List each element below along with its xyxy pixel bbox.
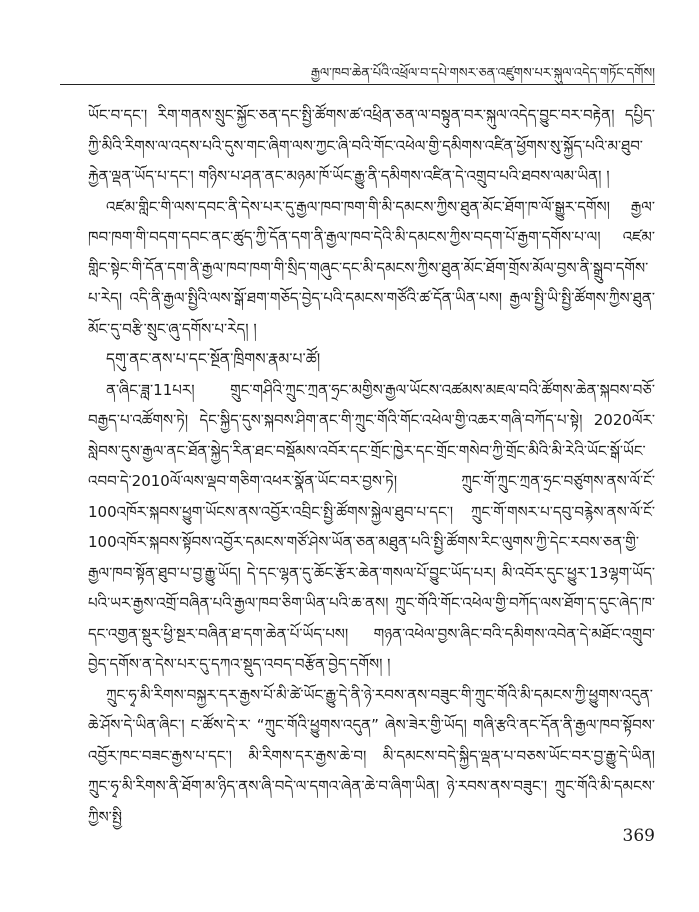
- paragraph-3: ན་ཞིང་ཟླ་11པར། གྲུང་གཤིའི་ཀྲུང་ཀྲན་ཧྲང་མགྱིས་རྒྱལ་ཡོངས་འཚམས་མཇལ་བའི་ཚོགས་ཆེན་སྐབས་བཅོ་བརྒྱད་པ་འཚོགས་ཏེ། དེང་སྐྱིད་དུས་སྐབས་ཤིག་ནང་གི་ཀྲུང་གོའི་གོང་འཕེལ་གྱི་འཆར་གཞི་བཀོད་པ་སྟེ། 2020ལོར་སླེབས་དུས་རྒྱལ་ནང་ཐོན་སྐྱེད་རིན་ཐང་བསྡོམས་འབོར་དང་གྲོང་ཁྱེར་དང་གྲོང་གསེབ་ཀྱི་གྲོང་མིའི་མི་རེའི་ཡོང་སྒོ་ཡོང་འབབ་དེ་2010ལོ་ལས་ལྡབ་གཅིག་འཕར་སྣོན་ཡོང་བར་བྱས་ཏེ། ཀྲུང་གོ་ཀྲུང་ཀྲན་ཧྲང་བཙུགས་ནས་ལོ་ངོ་100འཁོར་སྐབས་ཕྱུག་ཡོངས་ནས་འབྱོར་འབྲིང་སྤྱི་ཚོགས་སྐྱེལ་ཐུབ་པ་དང་། ཀྲུང་གོ་གསར་པ་དབུ་བརྙེས་ནས་ལོ་ངོ་100འཁོར་སྐབས་སྟོབས་འབྱོར་དམངས་གཙོ་ཤེས་ཡོན་ཅན་མཐུན་པའི་སྤྱི་ཚོགས་རིང་ལུགས་ཀྱི་དེང་རབས་ཅན་གྱི་རྒྱལ་ཁབ་སྟོན་ཐུབ་པ་བྱ་རྒྱུ་ཡོད། དེ་དང་ལྷན་དུ་ཆོང་རྩོར་ཆེན་གསལ་པོ་བྱུང་ཡོད་པར། མི་འབོར་དུང་ཕྱུར་13ལྷག་ཡོད་པའི་ཡར་རྒྱས་འགྲོ་བཞིན་པའི་རྒྱལ་ཁབ་ཅིག་ཡིན་པའི་ཆ་ནས། ཀྲུང་གོའི་གོང་འཕེལ་གྱི་བཀོད་ལས་ཐོག་ད་དུང་ཞེད་ཁ་དང་འགྱན་སྡུར་ཕྱི་སྔར་བཞིན་ཐ་དག་ཆེན་པོ་ཡོད་པས། གཉན་འཕེལ་བྱས་ཞིང་བའི་དམིགས་འབེན་དེ་མཐོང་འགྲུབ་བྱེད་དགོས་ན་དེས་པར་དུ་དཀའ་སྡུད་འབད་བརྩོན་བྱེད་དགོས། །: [88, 380, 655, 673]
- paragraph-2: འཛམ་གླིང་གི་ལས་དབང་ནི་དེས་པར་དུ་རྒྱལ་ཁབ་ཁག་གི་མི་དམངས་ཀྱིས་ཐུན་མོང་ཐོག་ཁ་ལོ་སྒྱུར་དགོས། རྒྱལ་ཁབ་ཁག་གི་བདག་དབང་ནང་ཚུད་ཀྱི་དོན་དག་ནི་རྒྱལ་ཁབ་དེའི་མི་དམངས་ཀྱིས་བདག་པོ་རྒྱག་དགོས་པ་ལ། འཛམ་གླིང་སྟེང་གི་དོན་དག་ནི་རྒྱལ་ཁབ་ཁག་གི་སྲིད་གཞུང་དང་མི་དམངས་ཀྱིས་ཐུན་མོང་ཐོག་གྲོས་མོལ་བྱས་ནི་སྒྲུབ་དགོས་པ་རེད། འདི་ནི་རྒྱལ་སྤྱིའི་ལས་སྒོ་ཐག་གཅོད་བྱེད་པའི་དམངས་གཙོའི་ཚ་དོན་ཡིན་པས། རྒྱལ་སྤྱི་ཡི་སྤྱི་ཚོགས་ཀྱིས་ཐུན་མོང་དུ་བརྩི་སྲུང་ཞུ་དགོས་པ་རེད། །: [88, 197, 655, 338]
- running-header: རྒྱལ་ཁབ་ཆེན་པོའི་འཕྲོལ་བ་དཔེ་གསར་ཅན་འཛུགས་པར་སྐུལ་འདེད་གཏོང་དགོས།: [310, 66, 655, 81]
- page-number: 369: [622, 826, 655, 846]
- header-rule: [60, 84, 655, 85]
- paragraph-1: ཡོང་བ་དང་། རིག་གནས་སྲུང་སྐྱོང་ཅན་དང་སྤྱི་ཚོགས་ཚ་འཕྲིན་ཅན་ལ་བསྟུན་བར་སྐུལ་འདེད་བྱུང་བར་བརྟེན། དཔྱིད་ཀྱི་མིའི་རིགས་ལ་འདས་པའི་དུས་གང་ཞིག་ལས་ཀྱང་ཞི་བའི་གོང་འཕེལ་གྱི་དམིགས་འཛིན་ཕྱོགས་སུ་སྐྱོད་པའི་མ་ཐུབ་རྐྱེན་ལྡན་ཡོད་པ་དང་། གཉིས་པ་ཤན་ནང་མཉམ་ཁོ་ཡོང་རྒྱུ་ནི་དམིགས་འཛིན་དེ་འགྲུབ་པའི་ཐབས་ལམ་ཡིན། །: [88, 106, 655, 185]
- paragraph-4: ཀྲུང་ཧྭ་མི་རིགས་བསྐྱར་དར་རྒྱས་པོ་མི་ཚེ་ཡོང་རྒྱུ་དེ་ནི་ཉེ་རབས་ནས་བཟུང་གི་ཀྲུང་གོའི་མི་དམངས་ཀྱི་ཕྱུགས་འདུན་ཆེ་ཤོས་དེ་ཡིན་ཞིང་། ང་ཚོས་དེ་ར་ “ཀྲུང་གོའི་ཕྱུགས་འདུན” ཞེས་ཟེར་གྱི་ཡོད། གཞི་རྩའི་ནང་དོན་ནི་རྒྱལ་ཁབ་སྟོབས་འབྱོར་ཁང་བཟང་རྒྱས་པ་དང་། མི་རིགས་དར་རྒྱས་ཆེ་བ། མི་དམངས་བདེ་སྐྱིད་ལྡན་པ་བཅས་ཡོང་བར་བྱ་རྒྱུ་དེ་ཡིན། ཀྲུང་ཧྭ་མི་རིགས་ནི་ཐོག་མ་ཉིད་ནས་ཞི་བདེ་ལ་དགའ་ཞེན་ཆེ་བ་ཞིག་ཡིན། ཉེ་རབས་ནས་བཟུང་། ཀྲུང་གོའི་མི་དམངས་ཀྱིས་སྤྱི: [88, 685, 655, 826]
- body-text: [88, 100, 655, 832]
- section-heading: དགུ་ནང་ནས་པ་དང་སྔོན་ཁྲིགས་རྣམ་པ་ཚོ།: [106, 350, 321, 368]
